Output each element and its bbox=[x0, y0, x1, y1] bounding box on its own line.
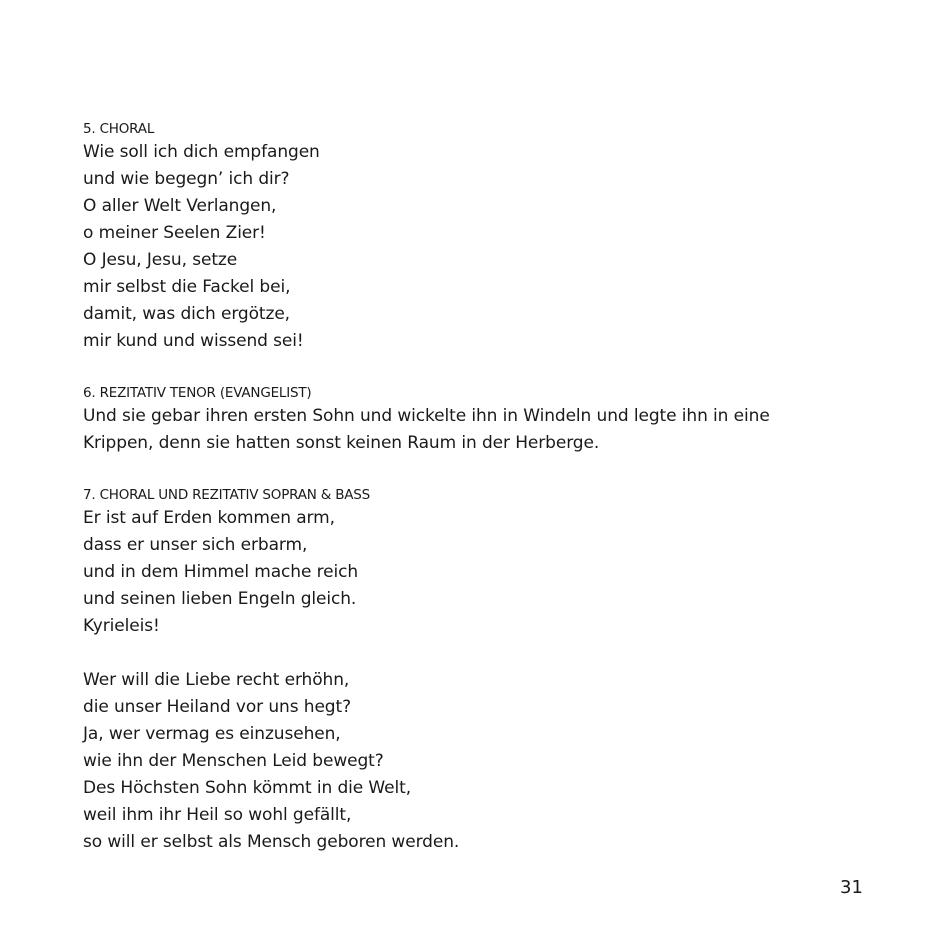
lyric-line: dass er unser sich erbarm, bbox=[83, 535, 308, 555]
lyric-line: so will er selbst als Mensch geboren werden. bbox=[83, 832, 460, 852]
lyrics-block bbox=[83, 403, 863, 457]
lyric-line: mir kund und wissend sei! bbox=[83, 331, 304, 351]
lyric-line: Ja, wer vermag es einzusehen, bbox=[83, 724, 341, 744]
lyric-line: O aller Welt Verlangen, bbox=[83, 196, 277, 216]
lyric-line: Krippen, denn sie hatten sonst keinen Raum in der Herberge. bbox=[83, 433, 600, 453]
lyric-line: Wer will die Liebe recht erhöhn, bbox=[83, 670, 350, 690]
lyrics-block bbox=[83, 139, 863, 355]
stanza-1 bbox=[83, 505, 863, 640]
section-choral-5 bbox=[83, 119, 863, 355]
lyric-line: wie ihn der Menschen Leid bewegt? bbox=[83, 751, 384, 771]
lyric-line: Und sie gebar ihren ersten Sohn und wickelte ihn in Windeln und legte ihn in eine bbox=[83, 406, 770, 426]
section-heading: 7. CHORAL UND REZITATIV SOPRAN & BASS bbox=[83, 487, 371, 503]
section-choral-7 bbox=[83, 485, 863, 856]
stanza-2 bbox=[83, 667, 863, 856]
lyric-line: mir selbst die Fackel bei, bbox=[83, 277, 291, 297]
stanza-spacer bbox=[83, 640, 863, 667]
lyric-line: o meiner Seelen Zier! bbox=[83, 223, 266, 243]
lyric-line: Wie soll ich dich empfangen bbox=[83, 142, 320, 162]
lyric-line: damit, was dich ergötze, bbox=[83, 304, 290, 324]
lyric-line: und wie begegn’ ich dir? bbox=[83, 169, 290, 189]
lyric-line: Kyrieleis! bbox=[83, 616, 160, 636]
section-rezitativ-6 bbox=[83, 383, 863, 457]
section-spacer bbox=[83, 355, 863, 383]
section-heading: 5. CHORAL bbox=[83, 121, 155, 137]
page-number: 31 bbox=[840, 877, 863, 898]
section-spacer bbox=[83, 457, 863, 485]
lyric-line: und in dem Himmel mache reich bbox=[83, 562, 359, 582]
lyric-line: weil ihm ihr Heil so wohl gefällt, bbox=[83, 805, 352, 825]
lyric-line: O Jesu, Jesu, setze bbox=[83, 250, 238, 270]
lyric-line: Er ist auf Erden kommen arm, bbox=[83, 508, 335, 528]
lyric-line: Des Höchsten Sohn kömmt in die Welt, bbox=[83, 778, 411, 798]
lyric-line: und seinen lieben Engeln gleich. bbox=[83, 589, 357, 609]
lyric-line: die unser Heiland vor uns hegt? bbox=[83, 697, 351, 717]
section-heading: 6. REZITATIV TENOR (EVANGELIST) bbox=[83, 385, 312, 401]
page-content bbox=[83, 119, 863, 856]
